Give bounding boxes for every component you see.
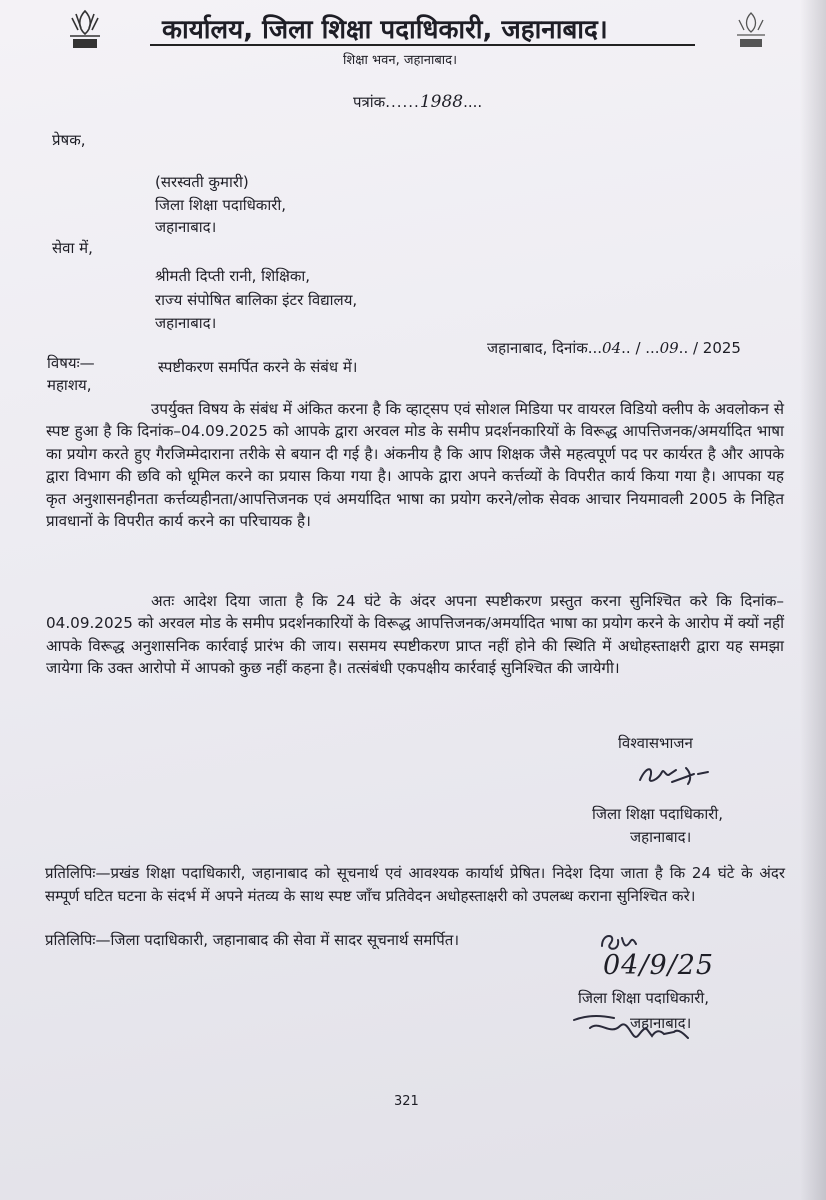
body-paragraph-1 [46,398,784,532]
closing-regards: विश्वासभाजन [618,734,693,752]
title-underline [150,44,695,46]
sender-label: प्रेषक, [52,131,86,149]
office-address: शिक्षा भवन, जहानाबाद। [343,53,457,68]
sender-designation: जिला शिक्षा पदाधिकारी, [155,196,287,214]
copy-1-text: प्रखंड शिक्षा पदाधिकारी, जहानाबाद को सूचनार्थ एवं आवश्यक कार्यार्थ प्रेषित। निदेश दिया जाता है कि 24 घंटे के अंदर सम्पूर्ण घटित घटना के संदर्भ में अपने मंतव्य के साथ स्पष्ट जाँच प्रतिवेदन अधोहस्ताक्षरी को उपलब्ध कराना सुनिश्चित करे। [45,864,785,905]
signature-designation: जिला शिक्षा पदाधिकारी, [578,989,710,1007]
officer-signature [636,760,716,790]
salutation: महाशय, [47,376,92,394]
copy-2-label: प्रतिलिपिः— [45,931,111,949]
letter-number-label: पत्रांक [353,93,386,111]
recipient-name: श्रीमती दिप्ती रानी, शिक्षिका, [155,267,311,285]
dateline: जहानाबाद, दिनांक...04.. / ...09.. / 2025 [487,339,741,357]
office-title: कार्यालय, जिला शिक्षा पदाधिकारी, जहानाबाद। [162,15,608,45]
signature-place: जहानाबाद। [630,1014,692,1032]
paragraph-2-text: अतः आदेश दिया जाता है कि 24 घंटे के अंदर अपना स्पष्टीकरण प्रस्तुत करना सुनिश्चित करे कि दिनांक–04.09.2025 को अरवल मोड के समीप प्रदर्शनकारियों के विरूद्ध आपत्तिजनक/अमर्यादित भाषा का प्रयोग करने के आरोप में क्यों नहीं आपके विरूद्ध अनुशासनिक कार्रवाई प्रारंभ की जाय। ससमय स्पष्टीकरण प्राप्त नहीं होने की स्थिति में अधोहस्ताक्षरी द्वारा यह समझा जायेगा कि उक्त आरोपो में आपको कुछ नहीं कहना है। तत्संबंधी एकपक्षीय कार्रवाई सुनिश्चित की जायेगी। [46,592,784,678]
recipient-label: सेवा में, [52,239,93,257]
copy-1-label: प्रतिलिपिः— [45,864,111,882]
closing-place: जहानाबाद। [630,828,692,846]
paragraph-1-text: उपर्युक्त विषय के संबंध में अंकित करना है कि व्हाट्सप एवं सोशल मिडिया पर वायरल विडियो क्लीप के अवलोकन से स्पष्ट हुआ है कि दिनांक–04.09.2025 को आपके द्वारा अरवल मोड के समीप प्रदर्शनकारियों के विरूद्ध आपत्तिजनक/अमर्यादित भाषा का प्रयोग करते हुए गैरजिम्मेदाराना तरीके से बयान दी गई है। अंकनीय है कि आप शिक्षक जैसे महत्वपूर्ण पद पर कार्यरत है और आपके द्वारा विभाग की छवि को धूमिल करने का प्रयास किया गया है। आपके द्वारा अपने कर्त्तव्यों के विपरीत कार्य किया गया है। आपका यह कृत अनुशासनहीनता कर्त्तव्यहीनता/आपत्तिजनक एवं अमर्यादित भाषा का प्रयोग करने/लोक सेवक आचार नियमावली 2005 के निहित प्रावधानों के विपरीत कार्य करने का परिचायक है। [46,400,784,531]
closing-designation: जिला शिक्षा पदाधिकारी, [592,805,724,823]
page-number: 321 [394,1094,419,1109]
body-paragraph-2 [46,590,784,680]
dateline-year: / 2025 [692,339,741,357]
dateline-day: 04 [602,339,622,357]
letter-number-value: 1988 [419,92,464,112]
subject-text: स्पष्टीकरण समर्पित करने के संबंध में। [158,358,358,376]
sender-place: जहानाबाद। [155,218,217,236]
bihar-emblem-icon [64,8,106,52]
dateline-month: 09 [659,339,679,357]
copy-2-text: जिला पदाधिकारी, जहानाबाद की सेवा में सादर सूचनार्थ समर्पित। [110,931,460,949]
bihar-emblem-icon [730,8,772,52]
recipient-school: राज्य संपोषित बालिका इंटर विद्यालय, [155,291,358,309]
subject-label: विषयः— [47,354,95,372]
copy-2 [45,930,459,950]
page-fold-shadow [800,0,826,1200]
letter-number: पत्रांक......1988.... [353,92,483,112]
copy-1 [45,862,785,907]
recipient-place: जहानाबाद। [155,314,217,332]
dateline-prefix: जहानाबाद, दिनांक [487,339,588,357]
sender-name: (सरस्वती कुमारी) [155,173,249,191]
handwritten-date: 04/9/25 [603,950,715,981]
handwritten-signature [570,1006,700,1050]
